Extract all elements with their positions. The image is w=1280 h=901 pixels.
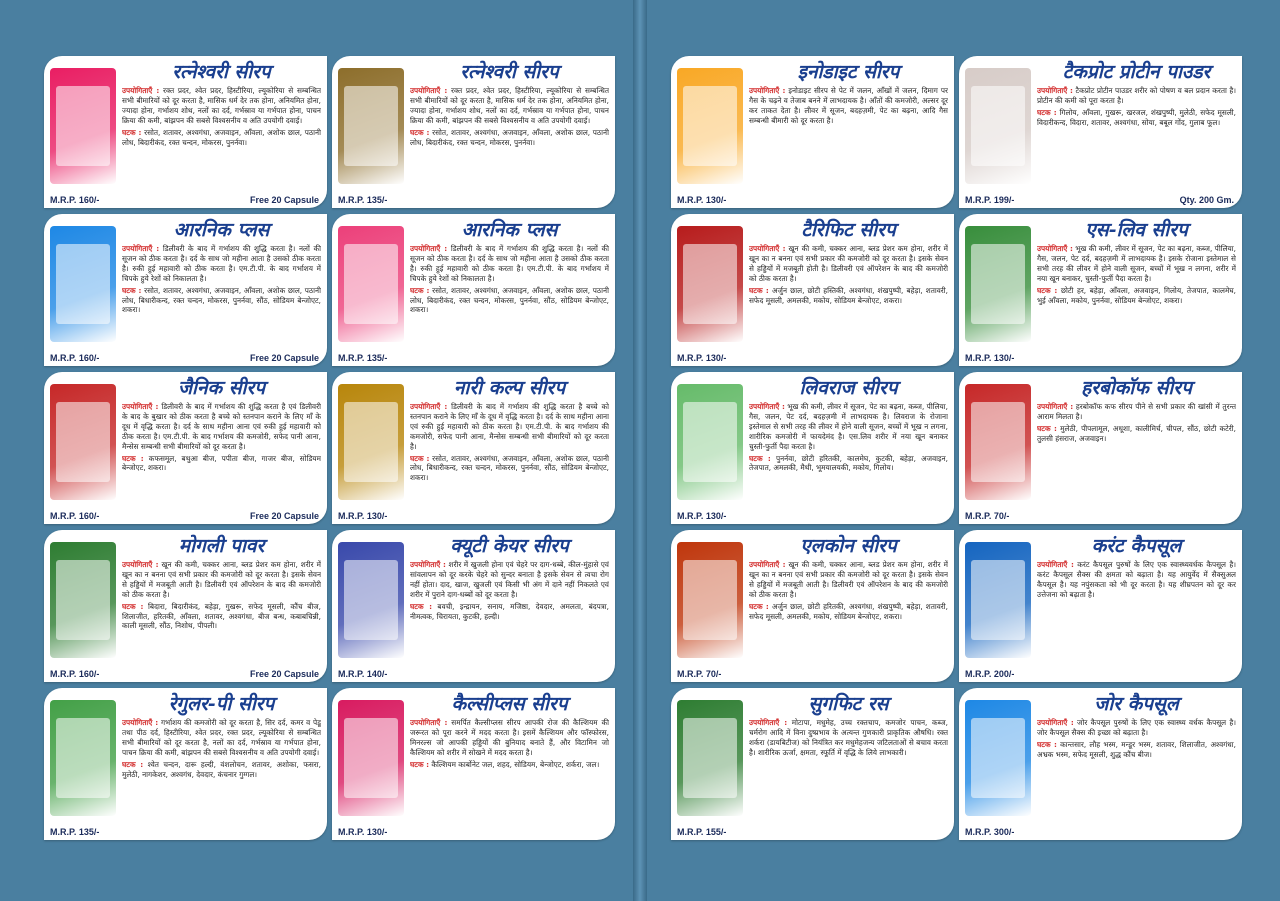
product-info — [404, 372, 615, 524]
product-title: एस-लिव सीरप — [1085, 219, 1188, 241]
uses-text: करंट कैपसूल पुरुषों के लिए एक स्वास्थ्यवर्धक कैपसूल है। करंट कैपसूल सैक्स की क्षमता को बढ़ाता है। यह आयुर्वेद में सैक्सुअल कैपसूल है। यह नपुंसकता को भी दूर करता है। यह शीघ्रपतन को दूर कर उत्तेजना को बढ़ाता है। — [1037, 560, 1236, 599]
product-description — [410, 560, 609, 682]
product-info — [404, 56, 615, 208]
product-image — [965, 226, 1031, 342]
product-image — [965, 68, 1031, 184]
ingredients-text: रसोत, शतावर, अश्वगंधा, अजवाइन, आँवला, अशोक छाल, पठानी लोध, बिदारीकंद, रक्त चन्दन, मोकरस, पुनर्नवा। — [410, 127, 609, 147]
product-card[interactable] — [332, 688, 615, 840]
ingredients-text: अर्जुन छाल, छोटी हस्तिकी, अश्वगंधा, शंखपुष्पी, बहेड़ा, शतावरी, सफेद मूसली, अमलकी, मकोय, सोडियम बेन्जोएट, शकरा। — [749, 285, 948, 305]
product-info — [743, 56, 954, 208]
product-title: रत्नेश्वरी सीरप — [172, 61, 271, 83]
mrp-price: M.R.P. 160/- — [50, 669, 100, 679]
price-row — [965, 195, 1234, 205]
uses-text: डिलीवरी के बाद में गर्भाशय की शुद्धि करता है। नलों की सूजन को ठीक करता है। दर्द के साथ जो महीना आता है उसको ठीक करता है। रुकी हुई महावारी को ठीक करता है। एम.टी.पी. के बाद गर्भाशय में चिपके हुये रेशों को निकालता है। — [122, 244, 321, 283]
ingredients-label: घटक : — [122, 453, 144, 463]
product-card[interactable] — [44, 56, 327, 208]
uses-paragraph — [749, 560, 948, 600]
product-label-area — [56, 718, 110, 798]
ingredients-text: कफसमूल, बथुआ बीज, पपीता बीज, गाजर बीज, सोडियम बेन्जोएट, शकरा। — [122, 453, 321, 473]
product-label-area — [344, 718, 398, 798]
product-info — [1031, 530, 1242, 682]
product-image — [50, 226, 116, 342]
product-description — [1037, 402, 1236, 524]
product-image — [965, 700, 1031, 816]
ingredients-label: घटक : — [749, 453, 771, 463]
price-row — [50, 353, 319, 363]
uses-label: उपयोगिताएँ : — [749, 86, 786, 95]
product-label-area — [971, 718, 1025, 798]
price-row — [50, 195, 319, 205]
uses-text: जोर कैपसूल पुरुषों के लिए एक स्वास्थ्य वर्धक कैपसूल है। जोर कैपसूल सैक्स की इच्छा को बढ़ाता है। — [1037, 718, 1236, 737]
mrp-price: M.R.P. 130/- — [338, 827, 388, 837]
product-description — [410, 718, 609, 840]
uses-paragraph — [1037, 86, 1236, 106]
uses-label: उपयोगिताएँ : — [1037, 718, 1074, 727]
product-image — [338, 542, 404, 658]
ingredients-paragraph — [122, 128, 321, 148]
uses-label: उपयोगिताएँ : — [1037, 244, 1073, 253]
product-description — [749, 244, 948, 366]
product-description — [1037, 86, 1236, 208]
product-description — [1037, 560, 1236, 682]
offer-text: Free 20 Capsule — [249, 353, 319, 363]
ingredients-label: घटक : — [410, 285, 430, 295]
product-card[interactable] — [959, 372, 1242, 524]
product-info — [404, 214, 615, 366]
uses-text: गर्भाशय की कमजोरी को दूर करता है, सिर दर्द, कमर व पेडू तथा पीठ दर्द, हिस्टीरिया, श्वेत प्रदर, रक्त प्रदर, ल्यूकोरिया से सम्बन्धित सभी बीमारियों को दूर करता है, नलों का दर्द, गर्भस्राव या गर्भपात होना, पाचन क्रिया की कमी, बांझपन की सबसे विश्वसनीय व अति उपयोगी दवाई। — [122, 718, 321, 757]
uses-paragraph — [1037, 560, 1236, 600]
product-card[interactable] — [959, 214, 1242, 366]
product-title: कैल्सीप्लस सीरप — [451, 693, 568, 715]
price-row — [338, 669, 607, 679]
product-title: जोर कैपसूल — [1094, 693, 1179, 715]
ingredients-label: घटक : — [749, 285, 769, 295]
product-info — [116, 372, 327, 524]
ingredients-label: घटक : — [1037, 423, 1057, 433]
uses-label: उपयोगिताएँ : — [122, 560, 159, 569]
product-label-area — [56, 244, 110, 324]
mrp-price: M.R.P. 160/- — [50, 353, 100, 363]
product-description — [410, 402, 609, 524]
product-image — [50, 384, 116, 500]
product-description — [749, 402, 948, 524]
ingredients-label: घटक : — [410, 453, 430, 463]
product-info — [743, 530, 954, 682]
product-description — [749, 560, 948, 682]
mrp-price: M.R.P. 140/- — [338, 669, 388, 679]
ingredients-text: श्वेत चन्दन, दारू हल्दी, वंशलोचन, शतावर, अशोका, फसरा, मुलेठी, नागकेशर, अश्वगंध, देवदार, कंचनार गुग्गल। — [122, 759, 321, 779]
uses-label: उपयोगिताएँ : — [1037, 86, 1073, 95]
price-row — [50, 669, 319, 679]
price-row — [50, 511, 319, 521]
uses-label: उपयोगिताएँ : — [749, 244, 786, 253]
product-card[interactable] — [44, 372, 327, 524]
price-row — [677, 669, 946, 679]
product-title: इनोडाइट सीरप — [797, 61, 900, 83]
price-row — [50, 827, 319, 837]
page-spine — [633, 0, 647, 901]
product-info — [1031, 56, 1242, 208]
ingredients-label: घटक : — [122, 285, 142, 295]
uses-label: उपयोगिताएँ : — [1037, 402, 1074, 411]
ingredients-paragraph — [1037, 424, 1236, 444]
product-title: आरनिक प्लस — [173, 219, 270, 241]
ingredients-paragraph — [410, 128, 609, 148]
price-row — [338, 195, 607, 205]
mrp-price: M.R.P. 300/- — [965, 827, 1015, 837]
uses-label: उपयोगिताएँ : — [410, 718, 448, 727]
product-info — [404, 530, 615, 682]
uses-text: डिलीवरी के बाद में गर्भाशय की शुद्धि करता है बच्चे को स्तनपान कराने के लिए माँ के दूध में वृद्धि करता है। दर्द के साथ महीना आना एवं रुकी हुई महावारी को ठीक करता है। एम.टी.पी. के बाद गर्भाशय की कमजोरी, सफेद पानी आना, मैन्सेस सम्बन्धी सभी बीमारियों को दूर करता है। — [410, 402, 609, 451]
product-label-area — [344, 86, 398, 166]
mrp-price: M.R.P. 130/- — [677, 511, 727, 521]
uses-text: खून की कमी, चक्कर आना, ब्लड प्रेशर कम होना, शरीर में खून का न बनना एवं सभी प्रकार की कमजोरी को दूर करता है। इसके सेवन से हड्डियों में मजबूती आती है। डिलीवरी एवं ऑपरेशन के बाद की कमजोरी को ठीक करता है। — [122, 560, 321, 599]
product-title: एलकोन सीरप — [800, 535, 897, 557]
uses-label: उपयोगिताएँ : — [1037, 560, 1074, 569]
uses-paragraph — [122, 244, 321, 284]
uses-paragraph — [410, 244, 609, 284]
ingredients-paragraph — [122, 286, 321, 316]
product-label-area — [683, 718, 737, 798]
ingredients-text: मुलेठी, पीपलामूल, अधूशा, कालीमिर्च, चीपल, सौंठ, छोटी कटेरी, तुलसी हंसराज, अजवाइन। — [1037, 423, 1236, 443]
uses-label: उपयोगिताएँ : — [749, 560, 786, 569]
product-image — [50, 68, 116, 184]
mrp-price: M.R.P. 160/- — [50, 511, 100, 521]
product-label-area — [971, 402, 1025, 482]
uses-text: डिलीवरी के बाद में गर्भाशय की शुद्धि करता है एवं डिलीवरी के बाद के बुखार को ठीक करता है बच्चे को स्तनपान कराने के लिए माँ के दूध में वृद्धि करता है। दर्द के साथ महीना आना एवं रुकी हुई महावारी को ठीक करता है। एम.टी.पी. के बाद गर्भाशय की कमजोरी, सफेद पानी आना, मैन्सेस सम्बन्धी सभी बीमारियों को दूर करता है। — [122, 402, 321, 451]
uses-label: उपयोगिताएँ : — [122, 402, 159, 411]
price-row — [677, 195, 946, 205]
uses-label: उपयोगिताएँ : — [122, 244, 160, 253]
ingredients-paragraph — [410, 286, 609, 316]
product-card[interactable] — [959, 56, 1242, 208]
ingredients-text: कान्तसार, लौह भस्म, मन्डूर भस्म, शतावर, शिलाजीत, अश्वगंधा, अभ्रक भस्म, सफेद मूसली, शुद्ध कौंच बीज। — [1037, 739, 1236, 759]
uses-label: उपयोगिताएँ : — [749, 402, 785, 411]
price-row — [338, 827, 607, 837]
product-description — [1037, 718, 1236, 840]
uses-paragraph — [749, 244, 948, 284]
ingredients-paragraph — [1037, 286, 1236, 306]
mrp-price: M.R.P. 70/- — [677, 669, 722, 679]
product-card[interactable] — [44, 688, 327, 840]
product-title: टैरिफिट सीरप — [801, 219, 896, 241]
uses-paragraph — [1037, 244, 1236, 284]
product-info — [116, 530, 327, 682]
uses-text: डिलीवरी के बाद में गर्भाशय की शुद्धि करता है। नलों की सूजन को ठीक करता है। दर्द के साथ जो महीना आता है उसको ठीक करता है। रुकी हुई महावारी को ठीक करता है। एम.टी.पी. के बाद गर्भाशय में चिपके हुये रेशों को निकालता है। — [410, 244, 609, 283]
product-info — [116, 214, 327, 366]
offer-text: Free 20 Capsule — [249, 669, 319, 679]
mrp-price: M.R.P. 135/- — [338, 195, 388, 205]
product-description — [410, 244, 609, 366]
product-label-area — [683, 560, 737, 640]
product-image — [338, 68, 404, 184]
product-title: लिवराज सीरप — [799, 377, 898, 399]
product-card[interactable] — [332, 56, 615, 208]
product-description — [122, 560, 321, 682]
offer-text: Free 20 Capsule — [249, 195, 319, 205]
product-title: नारी कल्प सीरप — [453, 377, 566, 399]
product-description — [122, 86, 321, 208]
uses-paragraph — [122, 560, 321, 600]
price-row — [965, 827, 1234, 837]
product-label-area — [971, 560, 1025, 640]
mrp-price: M.R.P. 130/- — [677, 195, 727, 205]
product-label-area — [344, 560, 398, 640]
uses-paragraph — [122, 718, 321, 758]
ingredients-label: घटक : — [410, 601, 433, 611]
product-label-area — [683, 402, 737, 482]
uses-text: भूख की कमी, लीवर में सूजन, पेट का बढ़ना, कब्ज, पीलिया, गैस, जलन, पेट दर्द, बदहज़मी में लाभदायक है। लिवराज के रोजाना इस्तेमाल से सभी तरह की लीवर में होने वाली सूजन, बच्चों में भूख न लगना, शारीरिक कमजोरी में फायदेमंद है। एस.लिव शरीर में नया खून बनाकर चुस्ती-फुर्ती पैदा करता है। — [749, 402, 948, 451]
uses-label: उपयोगिताएँ : — [749, 718, 788, 727]
ingredients-label: घटक : — [1037, 739, 1057, 749]
price-row — [677, 827, 946, 837]
uses-paragraph — [1037, 718, 1236, 738]
product-info — [743, 214, 954, 366]
product-title: आरनिक प्लस — [461, 219, 558, 241]
uses-text: हरबोकॉफ कफ सीरप पीने से सभी प्रकार की खांसी में तुरन्त आराम मिलता है। — [1037, 402, 1236, 421]
uses-paragraph — [749, 718, 948, 758]
uses-paragraph — [122, 402, 321, 452]
product-label-area — [683, 86, 737, 166]
product-card[interactable] — [671, 688, 954, 840]
ingredients-label: घटक : — [122, 759, 144, 769]
uses-text: मोटापा, मधुमेह, उच्च रक्तचाप, कमजोर पाचन, कब्ज, चर्मरोग आदि में विना दुष्प्रभाव के अत्यन्त गुणकारी प्राकृतिक औषधि। रक्त शर्करा (डायबिटीज) को नियंत्रित कर मधुमेहजन्य जटिलताओं से बचाव करता है। शारीरिक ऊर्जा, क्षमता, स्फूर्ति में वृद्धि के लिये लाभकारी। — [749, 718, 948, 757]
uses-label: उपयोगिताएँ : — [410, 402, 448, 411]
product-description — [749, 86, 948, 208]
price-row — [965, 669, 1234, 679]
product-image — [677, 68, 743, 184]
uses-label: उपयोगिताएँ : — [410, 560, 446, 569]
ingredients-paragraph — [1037, 108, 1236, 128]
ingredients-paragraph — [410, 602, 609, 622]
product-title: क्यूटी केयर सीरप — [450, 535, 569, 557]
product-card[interactable] — [671, 530, 954, 682]
uses-label: उपयोगिताएँ : — [122, 718, 159, 727]
product-image — [338, 384, 404, 500]
price-row — [338, 511, 607, 521]
product-image — [965, 542, 1031, 658]
ingredients-text: पुनर्नवा, छोटी हरितकी, कालमेघ, कुटकी, बहेड़ा, अजवाइन, तेजपात, अमलकी, मैथी, भूमयालयकी, मकोय, गिलोय। — [749, 453, 948, 473]
uses-text: इनोडाइट सीरप से पेट में जलन, आँखों में जलन, दिमाग पर गैस के चढ़ने व तेजाब बनने में लाभदायक है। आँतों की कमजोरी, अल्सर दूर कर ताकत देता है। लीवर में सूजन, बदहज़मी, पेट का बढ़ना, आदि गैस सम्बन्धी बीमारी को दूर करता है। — [749, 86, 948, 125]
product-label-area — [344, 244, 398, 324]
product-label-area — [56, 402, 110, 482]
ingredients-text: कैल्शियम कार्बोनेट जल, शहद, सोडियम, बेन्जोएट, शर्करा, जल। — [431, 759, 600, 769]
uses-text: समर्पित कैल्सीप्लस सीरप आपकी रोज की कैल्शियम की जरूरत को पूरा करने में मदद करता है। इसमें कैल्शियम और फॉस्फोरस, मिनरल्स जो आपकी हड्डियों की बुनियाद बनाते हैं, और विटामिन जो कैल्शियम को शरीर में सोखने में मदद करता है। — [410, 718, 609, 757]
product-title: जैनिक सीरप — [177, 377, 266, 399]
product-label-area — [971, 244, 1025, 324]
mrp-price: M.R.P. 130/- — [338, 511, 388, 521]
product-label-area — [344, 402, 398, 482]
uses-text: खून की कमी, चक्कर आना, ब्लड प्रेशर कम होना, शरीर में खून का न बनना एवं सभी प्रकार की कमजोरी को दूर करता है। इसके सेवन से हड्डियों में मजबूती होती है। डिलीवरी एवं ऑपरेशन के बाद की कमजोरी को ठीक करता है। — [749, 244, 948, 283]
ingredients-paragraph — [410, 454, 609, 484]
product-label-area — [56, 560, 110, 640]
ingredients-text: रसोत, शतावर, अश्वगंधा, अजवाइन, आँवला, अशोक छाल, पठानी लोध, बिधारीकन्द, रक्त चन्दन, मोकरस, पुनर्नवा, सौंठ, सोडियम बेन्जोएट, शकरा। — [410, 453, 609, 483]
price-row — [965, 511, 1234, 521]
ingredients-label: घटक : — [410, 759, 430, 769]
product-card[interactable] — [671, 372, 954, 524]
uses-text: भूख की कमी, लीवर में सूजन, पेट का बढ़ना, कब्ज, पीलिया, गैस, जलन, पेट दर्द, बदहज़मी में लाभदायक है। इसके रोजाना इस्तेमाल से सभी तरह की लीवर में होने वाली सूजन, बच्चों में भूख न लगना, शरीर में नया खून बनाकर, चुस्ती-फुर्ती पैदा करता है। — [1037, 244, 1236, 283]
product-title: मोगली पावर — [178, 535, 265, 557]
product-info — [1031, 372, 1242, 524]
product-card[interactable] — [332, 214, 615, 366]
offer-text: Free 20 Capsule — [249, 511, 319, 521]
left-page — [44, 56, 615, 840]
product-title: करंट कैपसूल — [1091, 535, 1182, 557]
uses-label: उपयोगिताएँ : — [410, 86, 448, 95]
offer-text: Qty. 200 Gm. — [1179, 195, 1234, 205]
ingredients-paragraph — [1037, 740, 1236, 760]
product-info — [743, 372, 954, 524]
product-description — [1037, 244, 1236, 366]
ingredients-label: घटक : — [749, 601, 769, 611]
product-card[interactable] — [332, 372, 615, 524]
uses-paragraph — [410, 718, 609, 758]
uses-paragraph — [749, 86, 948, 126]
uses-paragraph — [410, 402, 609, 452]
product-description — [410, 86, 609, 208]
uses-paragraph — [410, 86, 609, 126]
ingredients-text: रसोत, शतावर, अश्वगंधा, अजवाइन, आँवला, अशोक छाल, पठानी लोध, बिधारीकन्द, रक्त चन्दन, मोकरस, पुनर्नवा, सौंठ, सोडियम बेन्जोएट, शकरा। — [122, 285, 321, 315]
price-row — [677, 511, 946, 521]
mrp-price: M.R.P. 70/- — [965, 511, 1010, 521]
ingredients-paragraph — [122, 602, 321, 632]
product-image — [965, 384, 1031, 500]
product-image — [677, 700, 743, 816]
product-image — [50, 700, 116, 816]
uses-text: टैकप्रोट प्रोटीन पाउडर शरीर को पोषण व बल प्रदान करता है। प्रोटीन की कमी को पूरा करता है। — [1037, 86, 1236, 105]
price-row — [965, 353, 1234, 363]
product-card[interactable] — [332, 530, 615, 682]
ingredients-text: रसोत, शतावर, अश्वगंधा, अजवाइन, आँवला, अशोक छाल, पठानी लोध, बिदारीकंद, रक्त चन्दन, मोकरस, पुनर्नवा। — [122, 127, 321, 147]
uses-paragraph — [122, 86, 321, 126]
ingredients-text: रसोत, शतावर, अश्वगंधा, अजवाइन, आँवला, अशोक छाल, पठानी लोध, बिदारीकंद, रक्त चन्दन, मोकरस, पुनर्नवा, सौंठ, सोडियम बेन्जोएट, शकरा। — [410, 285, 609, 315]
uses-paragraph — [410, 560, 609, 600]
ingredients-paragraph — [749, 602, 948, 622]
ingredients-label: घटक : — [122, 601, 144, 611]
ingredients-label: घटक : — [1037, 285, 1058, 295]
mrp-price: M.R.P. 155/- — [677, 827, 727, 837]
uses-paragraph — [1037, 402, 1236, 422]
product-title: सुगफिट रस — [808, 693, 889, 715]
product-image — [50, 542, 116, 658]
uses-label: उपयोगिताएँ : — [122, 86, 160, 95]
price-row — [677, 353, 946, 363]
product-title: रत्नेश्वरी सीरप — [460, 61, 559, 83]
product-title: हरबोकॉफ सीरप — [1081, 377, 1192, 399]
ingredients-paragraph — [749, 454, 948, 474]
ingredients-text: बिदारा, बिदारीकंद, बहेड़ा, गुखरू, सफेद मूसली, कौंच बीज, शिलाजीत, हरितकी, आँवला, शतावर, अश्वगंधा, बीज बन्ध, कबाबचिन्नी, काली मूसली, सौंठ, निशोथ, पीपली। — [122, 601, 321, 631]
product-info — [116, 56, 327, 208]
mrp-price: M.R.P. 160/- — [50, 195, 100, 205]
product-description — [122, 402, 321, 524]
right-page — [671, 56, 1242, 840]
mrp-price: M.R.P. 135/- — [50, 827, 100, 837]
product-info — [1031, 688, 1242, 840]
product-image — [677, 226, 743, 342]
price-row — [338, 353, 607, 363]
product-description — [122, 718, 321, 840]
mrp-price: M.R.P. 130/- — [965, 353, 1015, 363]
ingredients-paragraph — [122, 760, 321, 780]
product-label-area — [971, 86, 1025, 166]
ingredients-paragraph — [410, 760, 609, 770]
product-description — [749, 718, 948, 840]
product-description — [122, 244, 321, 366]
product-card[interactable] — [44, 530, 327, 682]
ingredients-text: छोटी हर, बहेड़ा, आँवला, अजवाइन, गिलोय, तेजपात, कालमेघ, भुई आँवला, मकोय, पुनर्नवा, सोडियम बेन्जोएट, शकरा। — [1037, 285, 1236, 305]
product-image — [338, 226, 404, 342]
product-card[interactable] — [671, 56, 954, 208]
product-title: टैकप्रोट प्रोटीन पाउडर — [1062, 61, 1211, 83]
ingredients-label: घटक : — [410, 127, 430, 137]
product-card[interactable] — [44, 214, 327, 366]
mrp-price: M.R.P. 135/- — [338, 353, 388, 363]
product-label-area — [56, 86, 110, 166]
product-info — [404, 688, 615, 840]
product-title: रेगुलर-पी सीरप — [168, 693, 275, 715]
product-info — [743, 688, 954, 840]
ingredients-label: घटक : — [1037, 107, 1057, 117]
product-card[interactable] — [959, 530, 1242, 682]
ingredients-label: घटक : — [122, 127, 142, 137]
product-info — [116, 688, 327, 840]
uses-text: खून की कमी, चक्कर आना, ब्लड प्रेशर कम होना, शरीर में खून का न बनना एवं सभी प्रकार की कमजोरी को दूर करता है। इसके सेवन से हड्डियों में मजबूती आती है। डिलीवरी एवं ऑपरेशन के बाद की कमजोरी को ठीक करता है। — [749, 560, 948, 599]
mrp-price: M.R.P. 199/- — [965, 195, 1015, 205]
product-image — [677, 542, 743, 658]
product-info — [1031, 214, 1242, 366]
ingredients-text: गिलोय, आँवला, गुखरू, खरजल, शंखपुष्पी, मुलेठी, सफेद मूसली, विदारीकन्द, विदारा, शतावर, अश्वगंधा, सोया, बबूल गोंद, गुलाब फूल। — [1037, 107, 1236, 127]
ingredients-paragraph — [122, 454, 321, 474]
ingredients-text: बवची, इन्द्रायन, सनाय, मजिष्ठा, देवदार, अमलता, बंदपत्रा, नीमत्वक, चिरायता, कुटकी, हल्दी। — [410, 601, 609, 621]
product-image — [338, 700, 404, 816]
uses-text: रक्त प्रदर, श्वेत प्रदर, हिस्टीरिया, ल्यूकोरिया से सम्बन्धित सभी बीमारियों को दूर करता है, मासिक धर्म देर तक होना, अनियमित होना, ज्यादा होना, गर्भाशय शोथ, नलों का दर्द, गर्भस्राव या गर्भपात होना, पाचन क्रिया की कमी, बांझपन की सबसे विश्वसनीय व अति उपयोगी दवाई। — [122, 86, 321, 125]
mrp-price: M.R.P. 200/- — [965, 669, 1015, 679]
ingredients-text: अर्जुन छाल, छोटी हरितकी, अश्वगंधा, शंखपुष्पी, बहेड़ा, शतावरी, सफेद मूसली, अमलकी, मकोय, सोडियम बेन्जोएट, शकरा। — [749, 601, 948, 621]
ingredients-paragraph — [749, 286, 948, 306]
uses-text: रक्त प्रदर, श्वेत प्रदर, हिस्टीरिया, ल्यूकोरिया से सम्बन्धित सभी बीमारियों को दूर करता है, मासिक धर्म देर तक होना, अनियमित होना, ज्यादा होना, गर्भाशय शोथ, नलों का दर्द, गर्भस्राव या गर्भपात होना, पाचन क्रिया की कमी, बांझपन की सबसे विश्वसनीय व अति उपयोगी दवाई। — [410, 86, 609, 125]
uses-paragraph — [749, 402, 948, 452]
mrp-price: M.R.P. 130/- — [677, 353, 727, 363]
uses-label: उपयोगिताएँ : — [410, 244, 448, 253]
product-image — [677, 384, 743, 500]
product-label-area — [683, 244, 737, 324]
product-card[interactable] — [671, 214, 954, 366]
product-card[interactable] — [959, 688, 1242, 840]
uses-text: शरीर में खुजली होना एवं चेहरे पर दाग-धब्बे, कील-मुंहासे एवं सांवलापन को दूर करके चेहरे को सुन्दर बनाता है इसके सेवन से त्वचा रोग नहीं होता। दाद, खाज, खुजली एवं किसी भी अंग में दाने नहीं निकलते एवं शरीर में पुराने दाग-धब्बों को दूर करता है। — [410, 560, 609, 599]
